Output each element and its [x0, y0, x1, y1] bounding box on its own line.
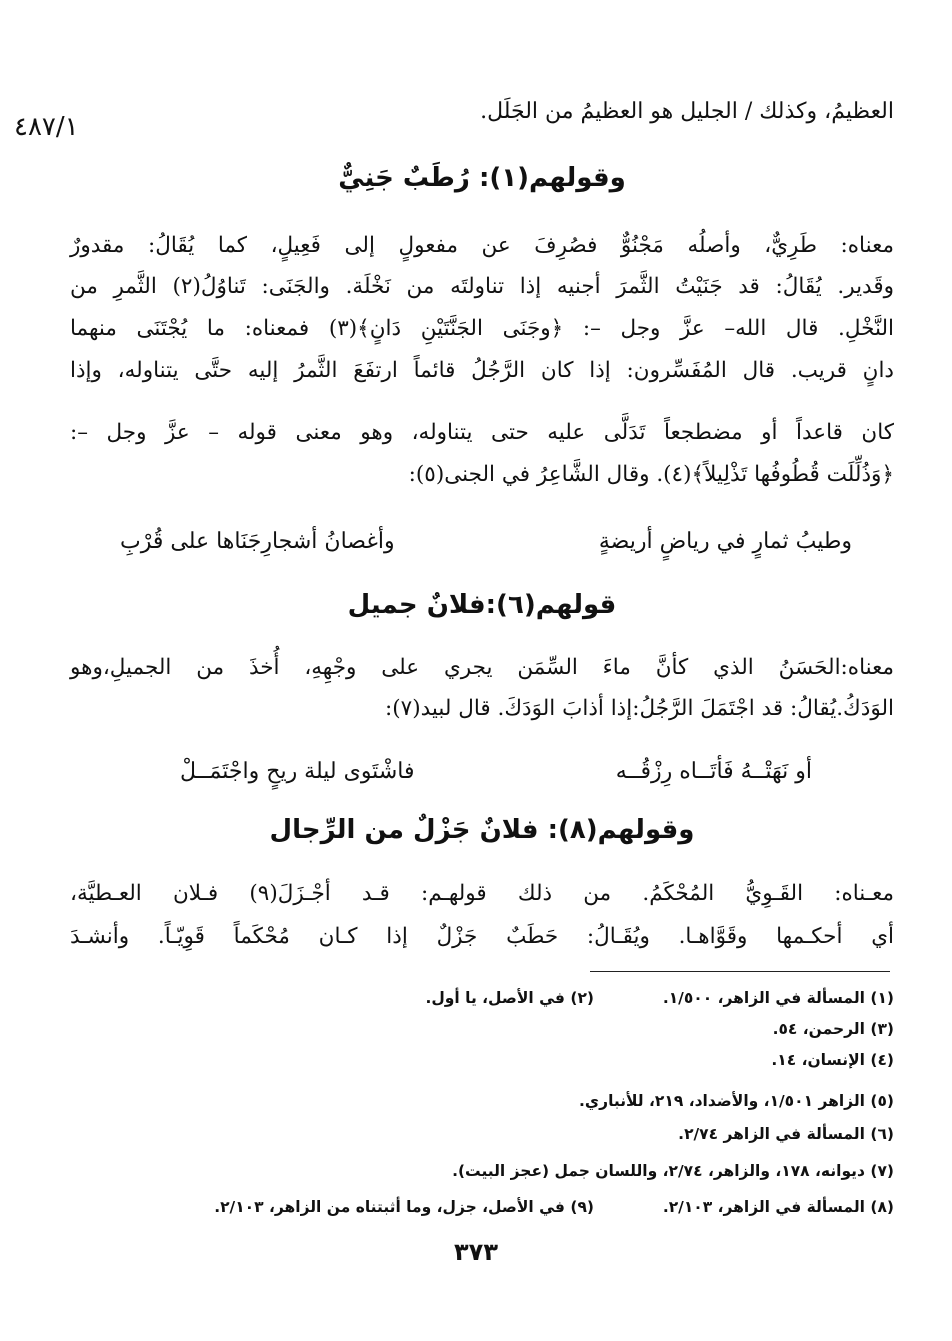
heading-fulan-jazl: وقولهم(٨): فلانٌ جَزْلٌ من الرِّجال: [269, 815, 695, 845]
footnote: (١) المسألة في الزاهر، ١/٥٠٠.: [662, 989, 894, 1007]
footnote-row: [160, 1016, 894, 1042]
poetry-verse-2: [180, 752, 812, 792]
footnote-row: [160, 1194, 894, 1220]
footnote-row: [160, 985, 894, 1011]
text-line: معـناه: القَـوِيُّ المُحْكَمُ. من ذلك قولهـم: قـد أجْـزَلَ(٩) فـلان العـطيَّة،: [70, 881, 894, 906]
footnote: (٩) في الأصل، جزل، وما أثبتناه من الزاهر، ٢/١٠٣.: [214, 1198, 594, 1216]
heading-fulan-jamil: قولهم(٦):فلانٌ جميل: [347, 590, 617, 620]
footnote: (٧) ديوانه، ١٧٨، والزاهر، ٢/٧٤، واللسان جمل (عجز البيت).: [452, 1162, 894, 1180]
verse-first-hemistich: وطيبُ ثمارٍ في رياضٍ أريضةٍ: [598, 529, 852, 554]
footnote: (٦) المسألة في الزاهر ٢/٧٤.: [678, 1125, 894, 1143]
footnote: (٨) المسألة في الزاهر، ٢/١٠٣.: [662, 1198, 894, 1216]
text-line: كان قاعداً أو مضطجعاً تَدَلَّى عليه حتى يتناوله، وهو معنى قوله – عزَّ وجل –:: [70, 420, 894, 445]
footnote: (٥) الزاهر ١/٥٠١، والأضداد، ٢١٩، للأنباري.: [579, 1092, 894, 1110]
poetry-verse-1: [120, 522, 852, 562]
continuation-line: العظيمُ، وكذلك / الجليل هو العظيمُ من الجَلَل.: [480, 99, 894, 124]
footnote-row: [160, 1047, 894, 1073]
text-line: أي أحكـمها وقَوَّاهـا. ويُقَـالُ: حَطَبٌ جَزْلٌ إذا كـان مُحْكَماً قَوِيّـاً. وأنشـدَ: [70, 924, 894, 949]
verse-second-hemistich: وأغصانُ أشجارِجَنَاها على قُرْبِ: [120, 529, 395, 554]
text-line: النَّخْلِ. قال الله– عزَّ وجل –: ﴿وجَنَى الجَنَّتَيْنِ دَانٍ﴾(٣) فمعناه: ما يُجْتَنَى منهما: [70, 316, 894, 341]
text-line: معناه: طَرِيٌّ، وأصلُه مَجْنُوٌّ فصُرِفَ عن مفعولٍ إلى فَعِيلٍ، كما يُقَالُ: مقدورٌ: [70, 233, 894, 258]
footnote-separator: [590, 971, 890, 972]
text-line: الوَدَكُ.يُقالُ: قد اجْتَمَلَ الرَّجُلُ:إذا أذابَ الوَدَكَ. قال لبيد(٧):: [384, 696, 894, 721]
verse-second-hemistich: فاشْتَوى ليلة ريحٍ واجْتَمَــلْ: [180, 759, 415, 784]
verse-first-hemistich: أو نَهَتْــهُ فَأتَــاه رِزْقُــه: [615, 759, 812, 784]
text-line: وقَدير. يُقَالُ: قد جَنَيْتُ الثَّمرَ أجنيه إذا تناولتَه من نَخْلَة. والجَنَى: تَناوُلُ(٢) الثَّمرِ من: [70, 274, 895, 299]
text-line: ﴿وَذُلِّلَت قُطُوفُها تَذْلِيلاً﴾(٤). وقال الشَّاعِرُ في الجنى(٥):: [408, 462, 894, 487]
heading-ratab-jani: وقولهم(١): رُطَبٌ جَنِيٌّ: [338, 163, 626, 193]
footnote: (٤) الإنسان، ١٤.: [771, 1051, 894, 1069]
footnote-row: [160, 1121, 894, 1147]
footnote-row: [160, 1088, 894, 1114]
margin-page-reference: ٤٨٧/١: [14, 112, 79, 142]
footnote-row: [160, 1158, 894, 1184]
footnote: (٢) في الأصل، يا أول.: [425, 989, 594, 1007]
page-number: ٣٧٣: [454, 1238, 498, 1266]
footnote: (٣) الرحمن، ٥٤.: [772, 1020, 894, 1038]
text-line: دانٍ قريب. قال المُفَسِّرون: إذا كان الرَّجُلُ قائماً ارتفَعَ الثَّمرُ إليه حتَّى يتناوله، وإذا: [70, 358, 894, 383]
text-line: معناه:الحَسَنُ الذي كأنَّ ماءَ السِّمَن يجري على وجْهِهِ، أُخذَ من الجميلِ،وهو: [70, 655, 894, 680]
